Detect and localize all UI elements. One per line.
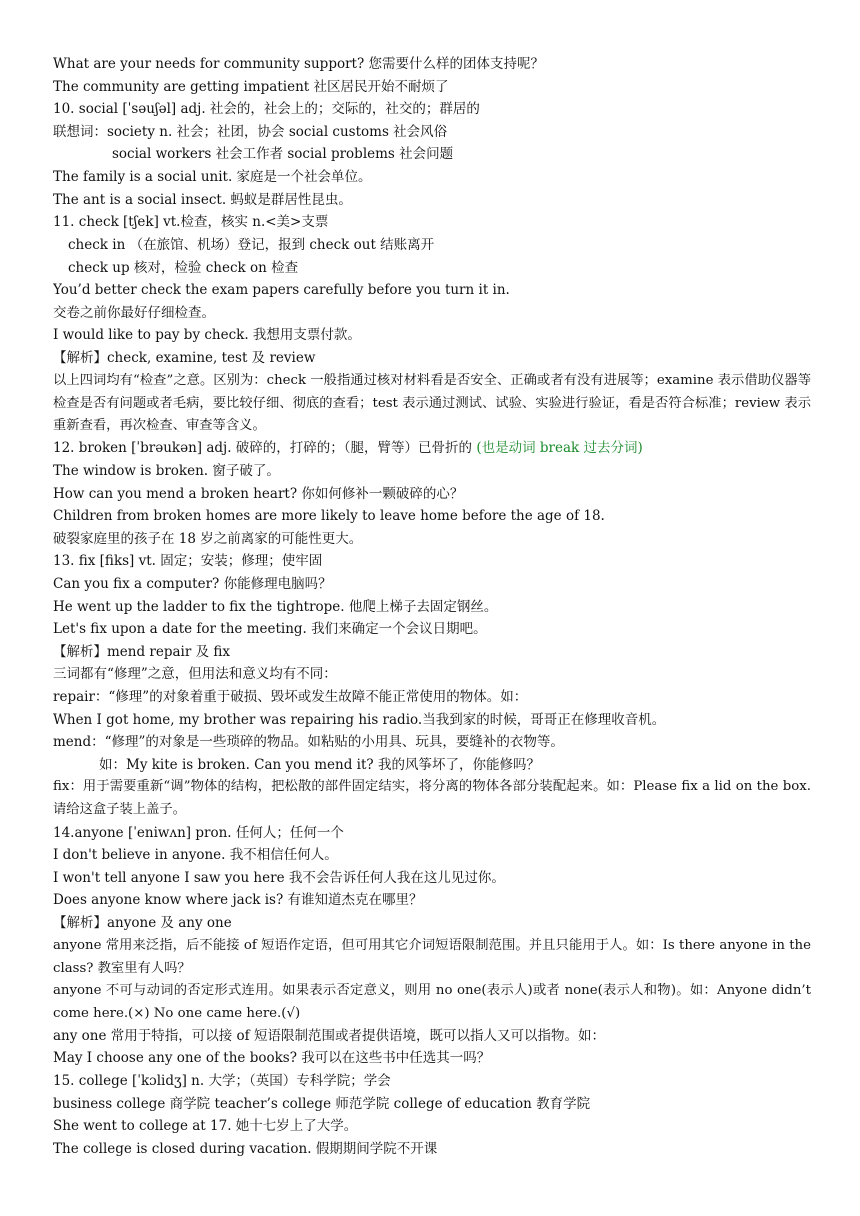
text-line: Does anyone know where jack is? 有谁知道杰克在哪里？ xyxy=(53,892,423,908)
text-line: She went to college at 17. 她十七岁上了大学。 xyxy=(53,1118,358,1134)
text-paragraph: anyone 不可与动词的否定形式连用。如果表示否定意义，则用 no one(表示人)或者 none(表示人和物)。如：Anyone didn’t come here.(×) No one came here.(√) xyxy=(53,983,811,1021)
analysis-heading: 【解析】anyone 及 any one xyxy=(53,915,232,931)
text-line: social workers 社会工作者 social problems 社会问题 xyxy=(112,146,454,162)
text-line: check up 核对，检验 check on 检查 xyxy=(68,260,299,276)
text-line: You’d better check the exam papers carefully before you turn it in. xyxy=(53,282,510,298)
entry-definition: 12. broken [ˈbrəukən] adj. 破碎的，打碎的；（腿，臂等）已骨折的 xyxy=(53,440,473,456)
text-line: May I choose any one of the books? 我可以在这些书中任选其一吗？ xyxy=(53,1050,491,1066)
text-line: check in （在旅馆、机场）登记，报到 check out 结账离开 xyxy=(68,237,435,253)
entry-heading-check: 11. check [tʃek] vt.检查，核实 n.<美>支票 xyxy=(53,214,329,230)
text-line: 三词都有“修理”之意，但用法和意义均有不同： xyxy=(53,666,337,682)
analysis-heading: 【解析】mend repair 及 fix xyxy=(53,644,231,660)
text-line: The family is a social unit. 家庭是一个社会单位。 xyxy=(53,169,372,185)
text-line: The window is broken. 窗子破了。 xyxy=(53,463,280,479)
text-line: 破裂家庭里的孩子在 18 岁之前离家的可能性更大。 xyxy=(53,531,363,547)
analysis-heading: 【解析】check, examine, test 及 review xyxy=(53,350,316,366)
text-line: The ant is a social insect. 蚂蚁是群居性昆虫。 xyxy=(53,192,352,208)
text-line: When I got home, my brother was repairing his radio.当我到家的时候，哥哥正在修理收音机。 xyxy=(53,712,666,728)
text-line: I don't believe in anyone. 我不相信任何人。 xyxy=(53,847,338,863)
text-line: What are your needs for community support? 您需要什么样的团体支持呢？ xyxy=(53,56,544,72)
text-paragraph: fix：用于需要重新“调”物体的结构，把松散的部件固定结实，将分离的物体各部分装配起来。如：Please fix a lid on the box. 请给这盒子装上盖子。 xyxy=(53,779,811,817)
entry-heading-college: 15. college [ˈkɔlidʒ] n. 大学；（英国）专科学院；学会 xyxy=(53,1073,391,1089)
text-line: 如：My kite is broken. Can you mend it? 我的风筝坏了，你能修吗？ xyxy=(99,757,540,773)
entry-heading-fix: 13. fix [fiks] vt. 固定；安装；修理；使牢固 xyxy=(53,553,323,569)
text-paragraph: anyone 常用来泛指，后不能接 of 短语作定语，但可用其它介词短语限制范围。并且只能用于人。如：Is there anyone in the class? 教室里有人吗？ xyxy=(53,938,811,976)
text-line: I won't tell anyone I saw you here 我不会告诉任何人我在这儿见过你。 xyxy=(53,870,505,886)
text-line: Children from broken homes are more likely to leave home before the age of 18. xyxy=(53,508,605,524)
entry-heading-social: 10. social [ˈsəuʃəl] adj. 社会的，社会上的；交际的，社交的；群居的 xyxy=(53,101,480,117)
text-line: Let's fix upon a date for the meeting. 我们来确定一个会议日期吧。 xyxy=(53,621,487,637)
text-line: business college 商学院 teacher’s college 师范学院 college of education 教育学院 xyxy=(53,1096,591,1112)
text-line: He went up the ladder to fix the tightrope. 他爬上梯子去固定钢丝。 xyxy=(53,599,498,615)
text-line: 联想词：society n. 社会；社团，协会 social customs 社会风俗 xyxy=(53,124,448,140)
text-line: mend：“修理”的对象是一些琐碎的物品。如粘贴的小用具、玩具，要缝补的衣物等。 xyxy=(53,734,564,750)
text-line: The college is closed during vacation. 假期期间学院不开课 xyxy=(53,1141,438,1157)
text-line: 交卷之前你最好仔细检查。 xyxy=(53,305,215,321)
text-line: Can you fix a computer? 你能修理电脑吗？ xyxy=(53,576,332,592)
entry-heading-broken xyxy=(53,437,813,460)
text-line: How can you mend a broken heart? 你如何修补一颗破碎的心？ xyxy=(53,486,464,502)
text-line: The community are getting impatient 社区居民开始不耐烦了 xyxy=(53,79,449,95)
entry-heading-anyone: 14.anyone [ˈeniwʌn] pron. 任何人；任何一个 xyxy=(53,825,344,841)
text-line: I would like to pay by check. 我想用支票付款。 xyxy=(53,327,361,343)
green-note: (也是动词 break 过去分词) xyxy=(476,440,643,456)
text-line: repair：“修理”的对象着重于破损、毁坏或发生故障不能正常使用的物体。如： xyxy=(53,689,528,705)
analysis-paragraph: 以上四词均有“检查”之意。区别为：check 一般指通过核对材料看是否安全、正确或者有没有进展等；examine 表示借助仪器等检查是否有问题或者毛病，要比较仔细、彻底的查看；test 表示通过测试、试验、实验进行验证，看是否符合标准；review 表示重新查看，再次检查、审查等含义。 xyxy=(53,373,811,434)
text-line: any one 常用于特指，可以接 of 短语限制范围或者提供语境，既可以指人又可以指物。如： xyxy=(53,1028,605,1044)
